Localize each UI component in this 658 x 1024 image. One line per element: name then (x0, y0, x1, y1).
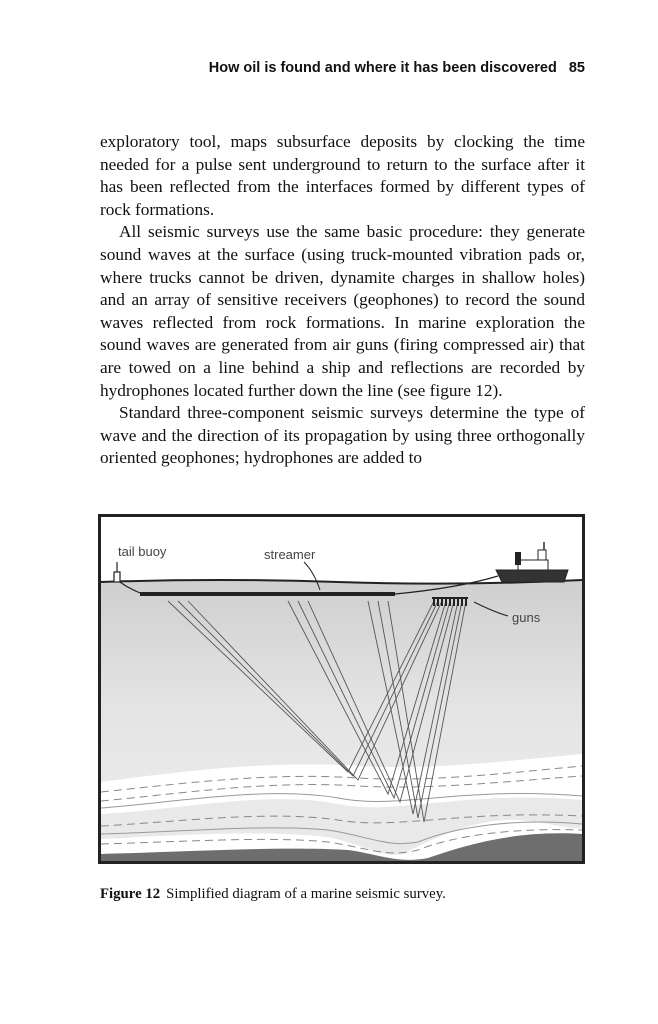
figure-caption (100, 886, 585, 903)
running-header (100, 60, 585, 76)
marine-seismic-survey-diagram (98, 514, 585, 864)
air-gun-array (432, 598, 468, 606)
body-text (100, 131, 585, 470)
label-guns: guns (512, 610, 541, 625)
page-number: 85 (568, 60, 585, 76)
diagram-svg (98, 514, 585, 864)
label-tail-buoy: tail buoy (118, 544, 167, 559)
caption-text: Simplified diagram of a marine seismic survey. (166, 886, 446, 902)
streamer-cable (140, 592, 395, 596)
label-streamer: streamer (264, 547, 316, 562)
paragraph-1: exploratory tool, maps subsurface deposits by clocking the time needed for a pulse sent underground to return to the surface after it has been reflected from the interfaces formed by different types of rock formations. (100, 132, 585, 219)
caption-label: Figure 12 (100, 886, 161, 902)
paragraph-2: All seismic surveys use the same basic procedure: they generate sound waves at the surface (using truck-mounted vibration pads or, where trucks cannot be driven, dynamite charges in shallow holes) and an array of sensitive receivers (geophones) to record the sound waves reflected from rock formations. In marine exploration the sound waves are generated from air guns (firing compressed air) that are towed on a line behind a ship and reflections are recorded by hydrophones located further down the line (see figure 12). (100, 222, 585, 400)
paragraph-3: Standard three-component seismic surveys determine the type of wave and the direction of its propagation by using three orthogonally oriented geophones; hydrophones are added to (100, 403, 585, 468)
running-title: How oil is found and where it has been discovered (208, 60, 557, 76)
